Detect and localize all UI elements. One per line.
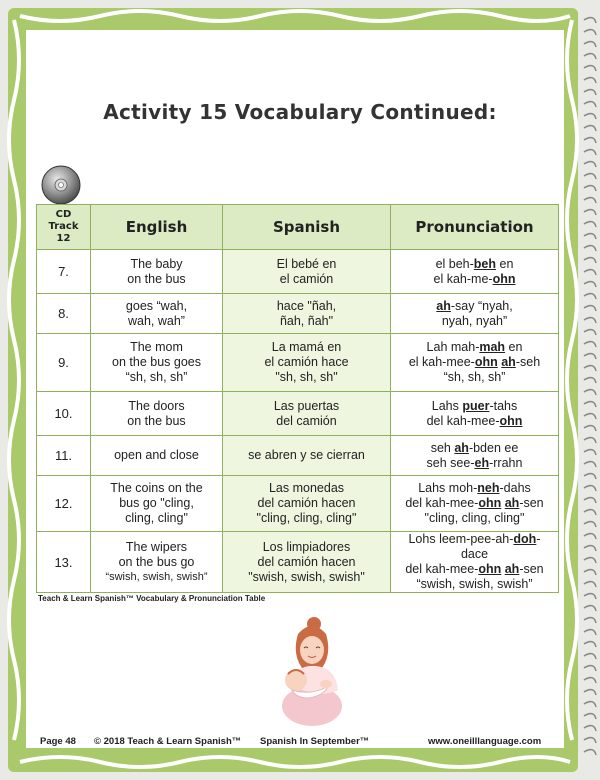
row-number: 13. bbox=[37, 532, 91, 593]
syllable-text: del kah-mee- bbox=[426, 413, 500, 428]
english-cell-line: The mom bbox=[130, 340, 183, 354]
table-row bbox=[37, 532, 559, 593]
english-cell-line: goes “wah, bbox=[125, 298, 188, 313]
english-cell bbox=[91, 476, 223, 532]
syllable-text: -sen bbox=[519, 496, 544, 510]
english-cell-line: on the bus goes bbox=[112, 355, 201, 369]
syllable-text: -dahs bbox=[499, 481, 531, 495]
spiral-binding bbox=[580, 10, 600, 770]
stressed-syllable: beh bbox=[473, 256, 497, 271]
table-header-row bbox=[37, 205, 559, 250]
syllable-text: Lahs bbox=[431, 398, 463, 413]
english-cell-line: on the bus bbox=[127, 271, 186, 286]
pronunciation-line bbox=[395, 441, 554, 456]
syllable-text: -seh bbox=[515, 355, 541, 369]
english-cell bbox=[91, 294, 223, 334]
syllable-text: -say “nyah, bbox=[450, 298, 513, 313]
table-caption: Teach & Learn Spanish™ Vocabulary & Pronunciation Table bbox=[38, 594, 266, 603]
header-spanish: Spanish bbox=[223, 205, 391, 250]
spanish-cell-line: "swish, swish, swish" bbox=[248, 569, 365, 584]
spanish-cell bbox=[223, 436, 391, 476]
spanish-cell bbox=[223, 250, 391, 294]
spanish-cell-line: Las monedas bbox=[268, 481, 345, 495]
english-cell-line: The wipers bbox=[125, 539, 188, 554]
table-row bbox=[37, 334, 559, 392]
page-title: Activity 15 Vocabulary Continued: bbox=[103, 100, 497, 124]
row-number: 12. bbox=[37, 476, 91, 532]
english-cell-line: cling, cling" bbox=[125, 511, 188, 525]
syllable-text: Lohs leem-pee-ah- bbox=[408, 532, 514, 546]
spanish-cell bbox=[223, 334, 391, 392]
pronunciation-line bbox=[395, 314, 554, 329]
stressed-syllable: ohn bbox=[492, 271, 516, 286]
syllable-text: -tahs bbox=[489, 398, 518, 413]
row-number: 11. bbox=[37, 436, 91, 476]
syllable-text: del kah-mee- bbox=[405, 496, 479, 510]
spanish-cell-line: "cling, cling, cling" bbox=[256, 511, 357, 525]
english-cell bbox=[91, 436, 223, 476]
syllable-text: seh bbox=[430, 440, 455, 455]
pronunciation-cell bbox=[391, 250, 559, 294]
spanish-cell-line: "sh, sh, sh" bbox=[275, 370, 338, 384]
english-cell-line: “swish, swish, swish” bbox=[105, 570, 208, 583]
syllable-text: en bbox=[496, 256, 514, 271]
spanish-cell-line: el camión bbox=[279, 271, 334, 286]
stressed-syllable: ohn bbox=[474, 355, 498, 369]
english-cell-line: on the bus go bbox=[118, 554, 195, 569]
cd-icon bbox=[40, 164, 82, 206]
footer-copyright: © 2018 Teach & Learn Spanish™ bbox=[94, 736, 242, 747]
footer-book-title: Spanish In September™ bbox=[260, 736, 370, 747]
syllable-text: nyah, nyah” bbox=[441, 313, 508, 328]
spanish-cell-line: se abren y se cierran bbox=[248, 448, 365, 462]
spanish-cell-line: Las puertas bbox=[273, 398, 340, 413]
syllable-text: Lahs moh- bbox=[418, 481, 478, 495]
pronunciation-line bbox=[395, 355, 554, 370]
pronunciation-line bbox=[395, 299, 554, 314]
pronunciation-cell bbox=[391, 532, 559, 593]
spanish-cell-line: ñah, ñah" bbox=[279, 313, 334, 328]
pronunciation-line bbox=[395, 511, 554, 526]
header-cd-track: CD Track 12 bbox=[37, 205, 91, 250]
stressed-syllable: ah bbox=[501, 355, 516, 369]
stressed-syllable: ohn bbox=[478, 496, 502, 510]
spanish-cell bbox=[223, 392, 391, 436]
stressed-syllable: ah bbox=[436, 298, 451, 313]
spanish-cell bbox=[223, 294, 391, 334]
pronunciation-line bbox=[395, 532, 554, 562]
english-cell-line: wah, wah” bbox=[128, 313, 185, 328]
row-number: 8. bbox=[37, 294, 91, 334]
syllable-text: -dace bbox=[460, 532, 541, 561]
syllable-text: -bden ee bbox=[468, 440, 519, 455]
pronunciation-cell bbox=[391, 294, 559, 334]
english-cell-line: “sh, sh, sh” bbox=[125, 370, 188, 384]
pronunciation-cell bbox=[391, 436, 559, 476]
table-row bbox=[37, 294, 559, 334]
table-row bbox=[37, 250, 559, 294]
syllable-text: Lah mah- bbox=[426, 340, 480, 354]
pronunciation-cell bbox=[391, 476, 559, 532]
english-cell bbox=[91, 250, 223, 294]
footer-website: www.oneilllanguage.com bbox=[428, 736, 542, 747]
spanish-cell bbox=[223, 532, 391, 593]
english-cell bbox=[91, 334, 223, 392]
header-english: English bbox=[91, 205, 223, 250]
row-number: 9. bbox=[37, 334, 91, 392]
spanish-cell-line: del camión hacen bbox=[257, 554, 356, 569]
spanish-cell bbox=[223, 476, 391, 532]
english-cell-line: on the bus bbox=[127, 413, 186, 428]
syllable-text: "cling, cling, cling" bbox=[424, 511, 525, 525]
english-cell-line: The coins on the bbox=[110, 481, 203, 495]
syllable-text: el beh- bbox=[435, 256, 474, 271]
syllable-text: el kah-mee- bbox=[408, 355, 475, 369]
spanish-cell-line: del camión bbox=[276, 413, 337, 428]
pronunciation-line bbox=[395, 370, 554, 385]
pronunciation-line bbox=[395, 257, 554, 272]
pronunciation-cell bbox=[391, 392, 559, 436]
pronunciation-line bbox=[395, 272, 554, 287]
footer-page-number: Page 48 bbox=[40, 736, 76, 747]
syllable-text: del kah-mee- bbox=[405, 562, 479, 576]
stressed-syllable: eh bbox=[474, 455, 490, 470]
stressed-syllable: doh bbox=[513, 532, 537, 546]
spanish-cell-line: El bebé en bbox=[276, 256, 337, 271]
english-cell bbox=[91, 532, 223, 593]
table-row bbox=[37, 392, 559, 436]
syllable-text: “sh, sh, sh” bbox=[443, 370, 506, 384]
syllable-text: -rrahn bbox=[489, 455, 523, 470]
mother-and-baby-illustration bbox=[268, 614, 352, 726]
pronunciation-line bbox=[395, 481, 554, 496]
english-cell-line: The baby bbox=[130, 256, 183, 271]
row-number: 7. bbox=[37, 250, 91, 294]
stressed-syllable: ah bbox=[504, 562, 520, 576]
table-row bbox=[37, 476, 559, 532]
syllable-text: el kah-me- bbox=[433, 271, 493, 286]
vocabulary-table bbox=[36, 204, 559, 593]
pronunciation-line bbox=[395, 562, 554, 577]
pronunciation-line bbox=[395, 456, 554, 471]
syllable-text: seh see- bbox=[426, 455, 475, 470]
pronunciation-cell bbox=[391, 334, 559, 392]
header-pronunciation: Pronunciation bbox=[391, 205, 559, 250]
table-row bbox=[37, 436, 559, 476]
row-number: 10. bbox=[37, 392, 91, 436]
pronunciation-line bbox=[395, 496, 554, 511]
stressed-syllable: mah bbox=[479, 340, 506, 354]
spanish-cell-line: del camión hacen bbox=[257, 496, 356, 510]
spanish-cell-line: el camión hace bbox=[264, 355, 349, 369]
english-cell-line: bus go "cling, bbox=[119, 496, 194, 510]
pronunciation-line bbox=[395, 414, 554, 429]
stressed-syllable: puer bbox=[462, 398, 490, 413]
pronunciation-line bbox=[395, 577, 554, 592]
pronunciation-line bbox=[395, 399, 554, 414]
pronunciation-line bbox=[395, 340, 554, 355]
syllable-text: en bbox=[505, 340, 523, 354]
syllable-text: -sen bbox=[519, 562, 544, 576]
stressed-syllable: ohn bbox=[499, 413, 523, 428]
stressed-syllable: neh bbox=[477, 481, 500, 495]
english-cell-line: The doors bbox=[128, 398, 185, 413]
stressed-syllable: ah bbox=[454, 440, 469, 455]
spanish-cell-line: hace "ñah, bbox=[276, 298, 337, 313]
spanish-cell-line: La mamá en bbox=[271, 340, 342, 354]
stressed-syllable: ah bbox=[504, 496, 520, 510]
stressed-syllable: ohn bbox=[478, 562, 502, 576]
spanish-cell-line: Los limpiadores bbox=[262, 539, 351, 554]
english-cell bbox=[91, 392, 223, 436]
syllable-text: “swish, swish, swish” bbox=[416, 577, 533, 591]
english-cell-line: open and close bbox=[114, 448, 199, 462]
